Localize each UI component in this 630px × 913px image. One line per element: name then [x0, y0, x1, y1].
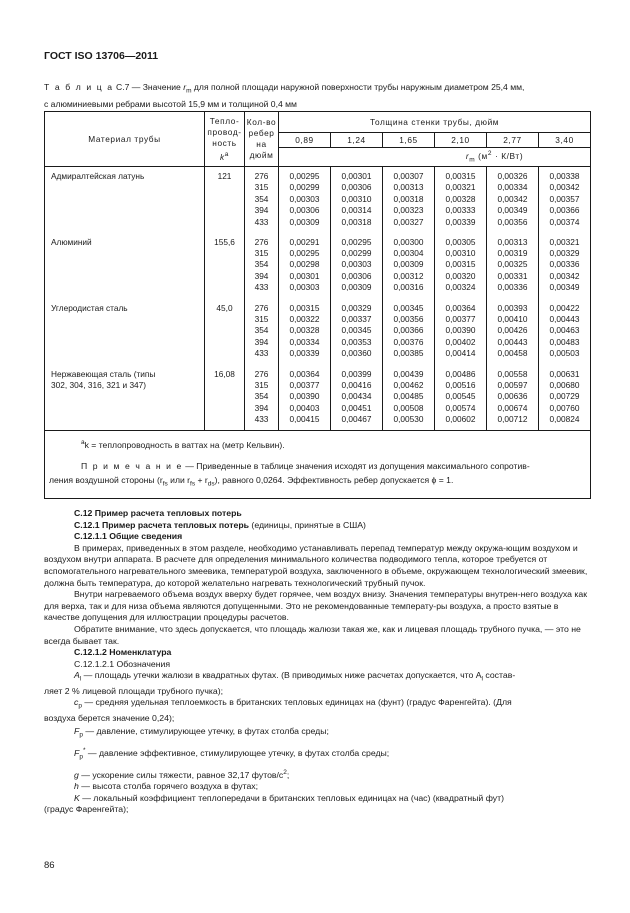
- value-cell: 0,00399 0,00416 0,00434 0,00451 0,00467: [331, 365, 383, 431]
- heading-c12-1: С.12.1 Пример расчета тепловых потерь (единицы, принятые в США): [74, 519, 366, 530]
- fins-cell: 276 315 354 394 433: [245, 167, 279, 233]
- table-note: П р и м е ч а н и е — Приведенные в таблице значения исходят из допущения максимального сопротив- ления воздушной стороны ($r_{fs}$ или $r_{fs} + r_{ds}$), равного 0,0264. Эффективность ребер допускается ϕ = 1.: [45, 455, 591, 498]
- fins-cell: 276 315 354 394 433: [245, 299, 279, 365]
- value-cell: 0,00345 0,00356 0,00366 0,00376 0,00385: [383, 299, 435, 365]
- value-cell: 0,00338 0,00342 0,00357 0,00366 0,00374: [539, 167, 591, 233]
- value-cell: 0,00307 0,00313 0,00318 0,00323 0,00327: [383, 167, 435, 233]
- heading-c12: С.12 Пример расчета тепловых потерь: [74, 508, 242, 518]
- thickness-0: 0,89: [279, 133, 331, 148]
- def-g: g — ускорение силы тяжести, равное 32,17 футов/$с^2$;: [74, 768, 290, 780]
- section-c12: [44, 508, 590, 816]
- table-row: [45, 365, 591, 431]
- value-cell: 0,00315 0,00321 0,00328 0,00333 0,00339: [435, 167, 487, 233]
- material-cell: Адмиралтейская латунь: [45, 167, 205, 233]
- page-number: 86: [44, 860, 55, 871]
- thickness-5: 3,40: [539, 133, 591, 148]
- heading-c12-1-2: С.12.1.2 Номенклатура: [74, 647, 172, 658]
- table-row: [45, 299, 591, 365]
- thickness-2: 1,65: [383, 133, 435, 148]
- paragraph-3: Обратите внимание, что здесь допускается, что площадь жалюзи такая же, как и лицевая площадь трубного пучка, — это не всегда бывает так.: [44, 623, 581, 646]
- value-cell: 0,00558 0,00597 0,00636 0,00674 0,00712: [487, 365, 539, 431]
- heading-c12-1-2-1: С.12.1.2.1 Обозначения: [74, 658, 171, 669]
- paragraph-2: Внутри нагреваемого объема воздух вверху будет горячее, чем воздух внизу. Значения температуры внутрен-него воздуха как для верха, так и для низа объема являются допущенными. Это не рекомендованные температу-ры воздуха, а просто взятые в качестве допущения для иллюстрации процедуры расчетов.: [44, 589, 588, 623]
- col-header-fins: Кол-во ребер на дюйм: [245, 112, 279, 167]
- value-cell: 0,00321 0,00329 0,00336 0,00342 0,00349: [539, 233, 591, 299]
- value-cell: 0,00364 0,00377 0,00390 0,00402 0,00414: [435, 299, 487, 365]
- value-cell: 0,00305 0,00310 0,00315 0,00320 0,00324: [435, 233, 487, 299]
- conductivity-cell: 16,08: [205, 365, 245, 431]
- def-cp: $c_p$ — средняя удельная теплоемкость в британских тепловых единицах на (фунт) (градус Фаренгейта). (Для воздуха берется значение 0,24);: [44, 697, 512, 723]
- value-cell: 0,00364 0,00377 0,00390 0,00403 0,00415: [279, 365, 331, 431]
- resistance-table: [44, 111, 591, 499]
- def-al: $A_l$ — площадь утечки жалюзи в квадратных футах. (В приводимых ниже расчетах допускается, что $A_l$ состав- ляет 2 % лицевой площади трубного пучка);: [44, 670, 516, 696]
- table-row: [45, 233, 591, 299]
- table-caption: Т а б л и ц а С.7 — Значение $r_m$ для полной площади наружной поверхности трубы наружным диаметром 25,4 мм, с алюминиевыми ребрами высотой 15,9 мм и толщиной 0,4 мм: [44, 82, 525, 109]
- fins-cell: 276 315 354 394 433: [245, 365, 279, 431]
- table-footnote: $^a$k = теплопроводность в ваттах на (метр Кельвин).: [45, 431, 591, 455]
- value-cell: 0,00329 0,00337 0,00345 0,00353 0,00360: [331, 299, 383, 365]
- value-cell: 0,00295 0,00299 0,00303 0,00306 0,00309: [331, 233, 383, 299]
- material-cell: Нержавеющая сталь (типы 302, 304, 316, 321 и 347): [45, 365, 205, 431]
- col-header-thickness: Толщина стенки трубы, дюйм: [279, 112, 591, 133]
- value-cell: 0,00315 0,00322 0,00328 0,00334 0,00339: [279, 299, 331, 365]
- conductivity-cell: 45,0: [205, 299, 245, 365]
- value-cell: 0,00313 0,00319 0,00325 0,00331 0,00336: [487, 233, 539, 299]
- heading-c12-1-1: С.12.1.1 Общие сведения: [74, 531, 183, 542]
- conductivity-cell: 155,6: [205, 233, 245, 299]
- def-fp-effective: $F_p^*$ — давление эффективное, стимулирующее утечку, в футах столба среды;: [74, 747, 390, 762]
- thickness-4: 2,77: [487, 133, 539, 148]
- fins-cell: 276 315 354 394 433: [245, 233, 279, 299]
- value-cell: 0,00439 0,00462 0,00485 0,00508 0,00530: [383, 365, 435, 431]
- units-row: $r_m$ $(м^2 \cdot К/Вт)$: [279, 148, 591, 167]
- value-cell: 0,00486 0,00516 0,00545 0,00574 0,00602: [435, 365, 487, 431]
- col-header-material: Материал трубы: [45, 112, 205, 167]
- thickness-1: 1,24: [331, 133, 383, 148]
- def-h: h — высота столба горячего воздуха в футах;: [74, 781, 259, 792]
- value-cell: 0,00422 0,00443 0,00463 0,00483 0,00503: [539, 299, 591, 365]
- document-header: ГОСТ ISO 13706—2011: [44, 50, 159, 62]
- value-cell: 0,00300 0,00304 0,00309 0,00312 0,00316: [383, 233, 435, 299]
- def-k: K — локальный коэффициент теплопередачи в британских тепловых единицах на (час) (квадратный фут) (градус Фаренгейта);: [44, 792, 504, 815]
- material-cell: Углеродистая сталь: [45, 299, 205, 365]
- value-cell: 0,00291 0,00295 0,00298 0,00301 0,00303: [279, 233, 331, 299]
- thickness-3: 2,10: [435, 133, 487, 148]
- conductivity-cell: 121: [205, 167, 245, 233]
- value-cell: 0,00301 0,00306 0,00310 0,00314 0,00318: [331, 167, 383, 233]
- def-fp: $F_p$ — давление, стимулирующее утечку, в футах столба среды;: [74, 726, 329, 739]
- value-cell: 0,00326 0,00334 0,00342 0,00349 0,00356: [487, 167, 539, 233]
- value-cell: 0,00393 0,00410 0,00426 0,00443 0,00458: [487, 299, 539, 365]
- table-row: [45, 167, 591, 233]
- col-header-conductivity: Тепло- провод- ность $k^a$: [205, 112, 245, 167]
- value-cell: 0,00295 0,00299 0,00303 0,00306 0,00309: [279, 167, 331, 233]
- caption-label: Т а б л и ц а: [44, 82, 114, 92]
- paragraph-1: В примерах, приведенных в этом разделе, необходимо устанавливать перепад температур между окружа-ющим воздухом и воздухом внутри аппарата. В расчете для определения минимального количества подводимого тепла, которое требуется от вспомогательного нагревательного змеевика, температурой воздуха, заключенного в объеме, окружающем технологический змеевик, должна быть температура, до которой желательно нагревать технологический трубный пучок.: [44, 542, 588, 588]
- value-cell: 0,00631 0,00680 0,00729 0,00760 0,00824: [539, 365, 591, 431]
- material-cell: Алюминий: [45, 233, 205, 299]
